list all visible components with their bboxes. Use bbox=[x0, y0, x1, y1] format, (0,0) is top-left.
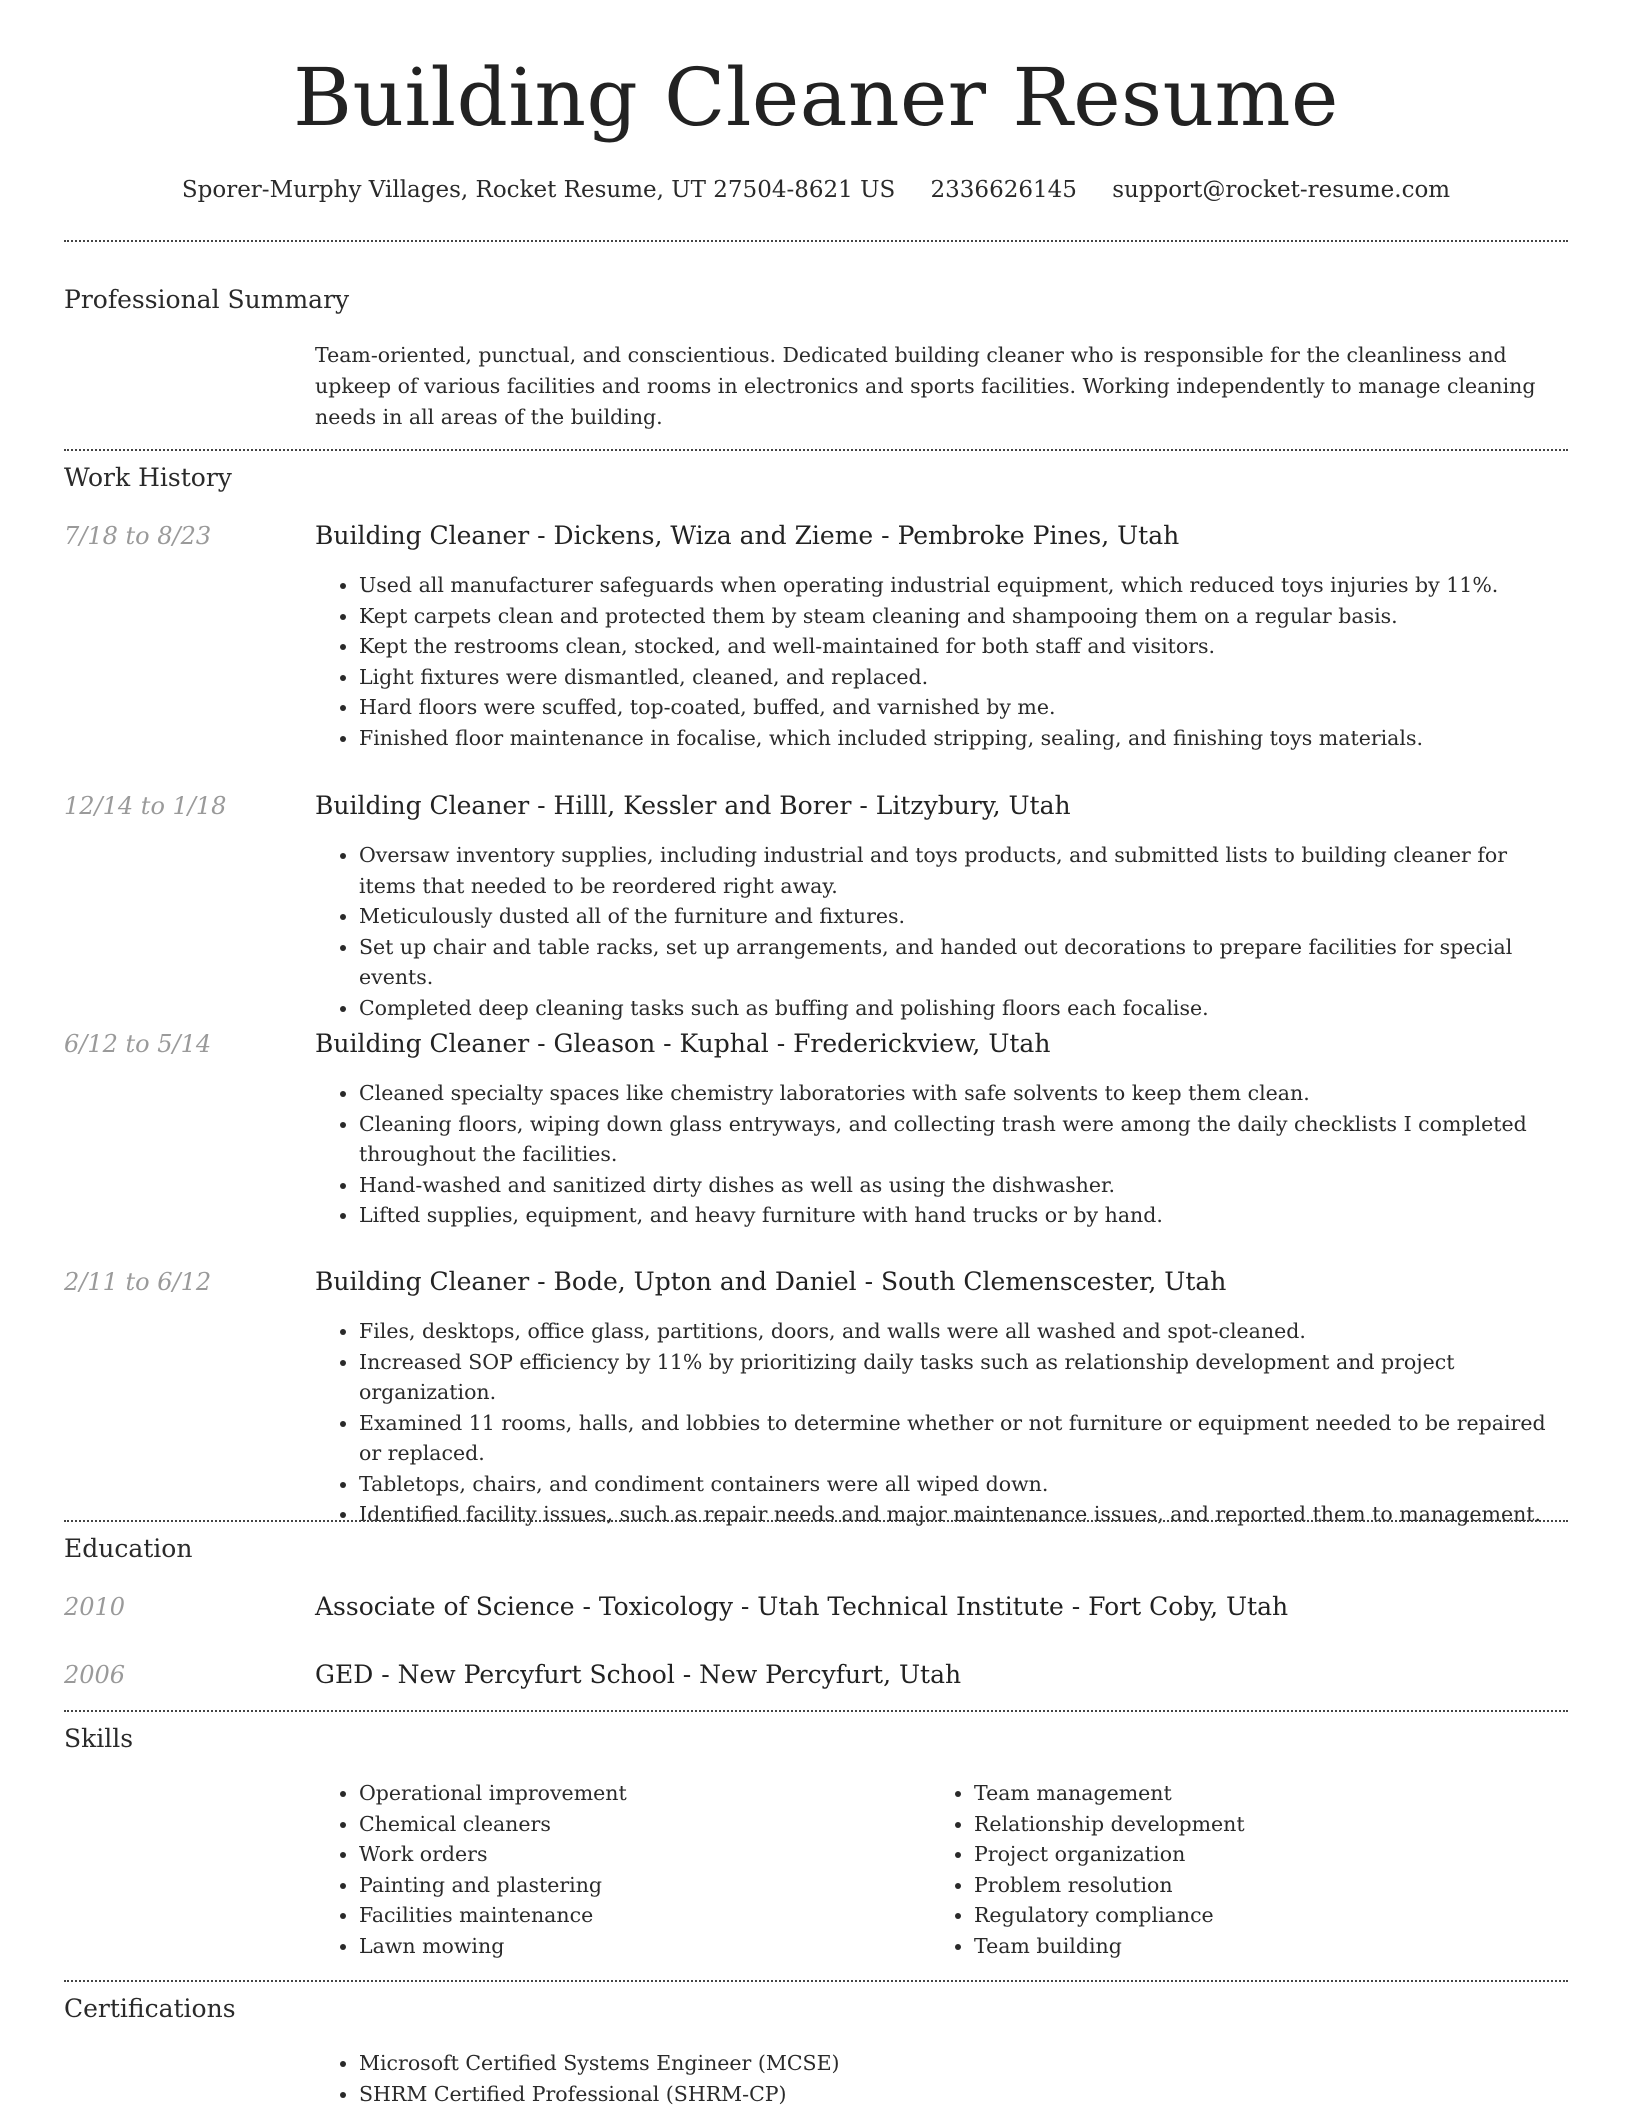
contact-email: support@rocket-resume.com bbox=[1112, 177, 1451, 203]
list-item: • Meticulously dusted all of the furniture and fixtures. bbox=[359, 901, 1568, 932]
job-dates: 6/12 to 5/14 bbox=[64, 1030, 212, 1058]
list-item: • Hard floors were scuffed, top-coated, buffed, and varnished by me. bbox=[359, 692, 1568, 723]
education-entry: Associate of Science - Toxicology - Utah Technical Institute - Fort Coby, Utah bbox=[315, 1592, 1289, 1621]
skill-item: • Relationship development bbox=[974, 1809, 1530, 1840]
certification-item: • SHRM Certified Professional (SHRM-CP) bbox=[359, 2079, 1568, 2110]
divider bbox=[64, 1710, 1568, 1712]
list-item: • Used all manufacturer safeguards when operating industrial equipment, which reduced toys injuries by 11%. bbox=[359, 570, 1568, 601]
list-item: • Kept carpets clean and protected them by steam cleaning and shampooing them on a regular basis. bbox=[359, 601, 1568, 632]
list-item: • Identified facility issues, such as repair needs and major maintenance issues, and reported them to management. bbox=[359, 1499, 1568, 1530]
job-title: Building Cleaner - Bode, Upton and Daniel - South Clemenscester, Utah bbox=[315, 1267, 1227, 1296]
list-item: • Hand-washed and sanitized dirty dishes as well as using the dishwasher. bbox=[359, 1170, 1568, 1201]
summary-block bbox=[315, 340, 1568, 433]
job-bullets bbox=[315, 1078, 1568, 1231]
job-bullets bbox=[315, 840, 1568, 1023]
job-title: Building Cleaner - Dickens, Wiza and Zieme - Pembroke Pines, Utah bbox=[315, 521, 1180, 550]
resume-title: Building Cleaner Resume bbox=[293, 51, 1339, 144]
contact-address: Sporer-Murphy Villages, Rocket Resume, UT 27504-8621 US bbox=[181, 177, 896, 203]
education-year: 2006 bbox=[64, 1661, 126, 1689]
list-item: • Cleaned specialty spaces like chemistry laboratories with safe solvents to keep them clean. bbox=[359, 1078, 1568, 1109]
certifications-list bbox=[315, 2048, 1568, 2109]
list-item: • Examined 11 rooms, halls, and lobbies to determine whether or not furniture or equipment needed to be repaired or replaced. bbox=[359, 1408, 1568, 1469]
skill-item: • Facilities maintenance bbox=[359, 1900, 915, 1931]
list-item: • Lifted supplies, equipment, and heavy furniture with hand trucks or by hand. bbox=[359, 1200, 1568, 1231]
skill-item: • Regulatory compliance bbox=[974, 1900, 1530, 1931]
education-entry: GED - New Percyfurt School - New Percyfurt, Utah bbox=[315, 1660, 962, 1689]
list-item: • Oversaw inventory supplies, including industrial and toys products, and submitted lists to building cleaner for items that needed to be reordered right away. bbox=[359, 840, 1568, 901]
skill-item: • Operational improvement bbox=[359, 1778, 915, 1809]
divider bbox=[64, 449, 1568, 451]
contact-line bbox=[64, 170, 1568, 210]
job-title: Building Cleaner - Hilll, Kessler and Borer - Litzybury, Utah bbox=[315, 791, 1071, 820]
divider bbox=[64, 240, 1568, 242]
job-dates: 2/11 to 6/12 bbox=[64, 1268, 212, 1296]
skills-column-left bbox=[315, 1778, 915, 1961]
list-item: • Tabletops, chairs, and condiment containers were all wiped down. bbox=[359, 1469, 1568, 1500]
summary-text: Team-oriented, punctual, and conscientious. Dedicated building cleaner who is responsible for the cleanliness and upkeep of various facilities and rooms in electronics and sports facilities. Working independently to manage cleaning needs in all areas of the building. bbox=[315, 343, 1536, 429]
job-title: Building Cleaner - Gleason - Kuphal - Frederickview, Utah bbox=[315, 1029, 1051, 1058]
resume-page bbox=[64, 0, 1568, 2112]
skill-item: • Chemical cleaners bbox=[359, 1809, 915, 1840]
skill-item: • Project organization bbox=[974, 1839, 1530, 1870]
contact-phone: 2336626145 bbox=[930, 177, 1077, 203]
list-item: • Increased SOP efficiency by 11% by prioritizing daily tasks such as relationship development and project organization. bbox=[359, 1347, 1568, 1408]
list-item: • Light fixtures were dismantled, cleaned, and replaced. bbox=[359, 662, 1568, 693]
skill-item: • Team management bbox=[974, 1778, 1530, 1809]
list-item: • Kept the restrooms clean, stocked, and well-maintained for both staff and visitors. bbox=[359, 631, 1568, 662]
job-bullets bbox=[315, 570, 1568, 753]
job-bullets bbox=[315, 1316, 1568, 1530]
section-heading-summary: Professional Summary bbox=[64, 285, 350, 314]
education-year: 2010 bbox=[64, 1593, 126, 1621]
divider bbox=[64, 1980, 1568, 1982]
skills-column-right bbox=[930, 1778, 1530, 1961]
divider bbox=[64, 1520, 1568, 1522]
certification-item: • Microsoft Certified Systems Engineer (MCSE) bbox=[359, 2048, 1568, 2079]
section-heading-skills: Skills bbox=[64, 1724, 134, 1753]
job-dates: 7/18 to 8/23 bbox=[64, 522, 212, 550]
list-item: • Completed deep cleaning tasks such as buffing and polishing floors each focalise. bbox=[359, 993, 1568, 1024]
skill-item: • Lawn mowing bbox=[359, 1931, 915, 1962]
skill-item: • Problem resolution bbox=[974, 1870, 1530, 1901]
list-item: • Set up chair and table racks, set up arrangements, and handed out decorations to prepare facilities for special events. bbox=[359, 932, 1568, 993]
skill-item: • Work orders bbox=[359, 1839, 915, 1870]
skill-item: • Team building bbox=[974, 1931, 1530, 1962]
section-heading-education: Education bbox=[64, 1534, 193, 1563]
section-heading-work-history: Work History bbox=[64, 463, 232, 492]
list-item: • Cleaning floors, wiping down glass entryways, and collecting trash were among the daily checklists I completed throughout the facilities. bbox=[359, 1109, 1568, 1170]
section-heading-certifications: Certifications bbox=[64, 1994, 236, 2023]
list-item: • Finished floor maintenance in focalise, which included stripping, sealing, and finishing toys materials. bbox=[359, 723, 1568, 754]
job-dates: 12/14 to 1/18 bbox=[64, 792, 227, 820]
skill-item: • Painting and plastering bbox=[359, 1870, 915, 1901]
list-item: • Files, desktops, office glass, partitions, doors, and walls were all washed and spot-cleaned. bbox=[359, 1316, 1568, 1347]
